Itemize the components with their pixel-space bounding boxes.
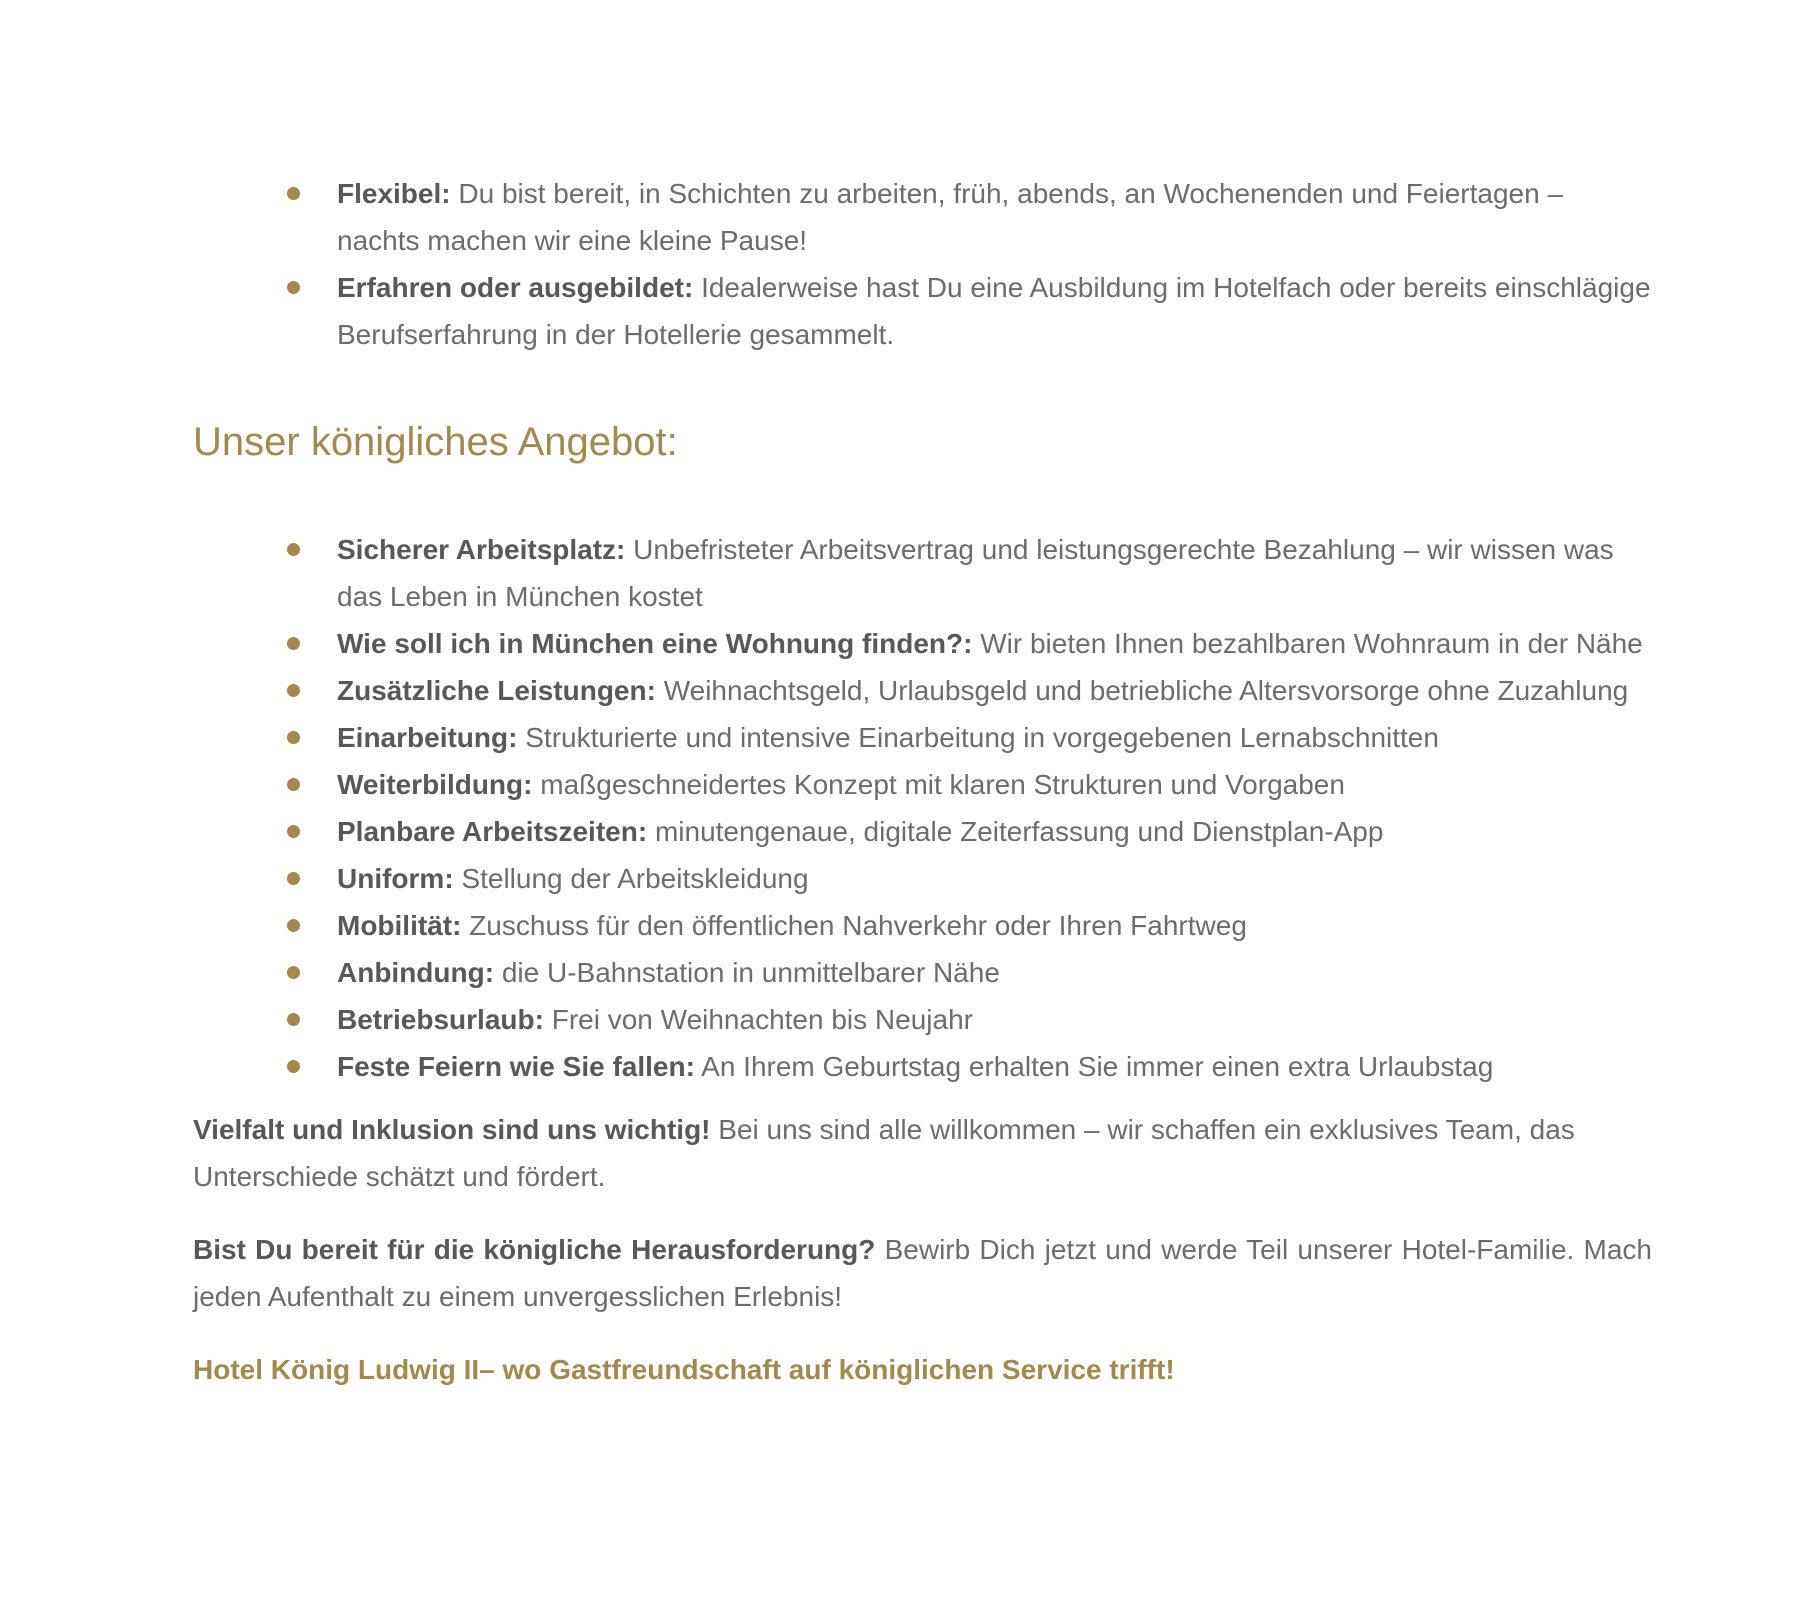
list-item-lead: Mobilität: [337,910,462,941]
list-item [337,620,1652,667]
paragraph-text: Bei uns sind alle willkommen – wir schaffen ein exklusives Team, das Unterschiede schätzt und fördert. [193,1114,1575,1192]
list-item [337,855,1652,902]
list-item-lead: Weiterbildung: [337,769,533,800]
list-item-lead: Erfahren oder ausgebildet: [337,272,694,303]
list-item-text: Frei von Weihnachten bis Neujahr [551,1004,973,1035]
list-item-text: maßgeschneidertes Konzept mit klaren Strukturen und Vorgaben [540,769,1345,800]
requirements-list [193,0,1652,358]
list-item-text: minutengenaue, digitale Zeiterfassung und Dienstplan-App [654,816,1384,847]
paragraph-lead: Bist Du bereit für die königliche Herausforderung? [193,1234,876,1265]
list-item-lead: Wie soll ich in München eine Wohnung finden?: [337,628,973,659]
list-item-text: Stellung der Arbeitskleidung [461,863,809,894]
list-item-lead: Sicherer Arbeitsplatz: [337,534,626,565]
list-item-text: Strukturierte und intensive Einarbeitung in vorgegebenen Lernabschnitten [525,722,1439,753]
paragraph-text: Bewirb Dich jetzt und werde Teil unserer Hotel-Familie. Mach jeden Aufenthalt zu einem unvergesslichen Erlebnis! [193,1234,1652,1312]
list-item [337,1043,1652,1090]
list-item-text: Weihnachtsgeld, Urlaubsgeld und betriebliche Altersvorsorge ohne Zuzahlung [663,675,1629,706]
list-item [337,902,1652,949]
list-item-text: Zuschuss für den öffentlichen Nahverkehr oder Ihren Fahrtweg [469,910,1247,941]
list-item [337,170,1652,264]
list-item [337,996,1652,1043]
list-item-lead: Flexibel: [337,178,451,209]
call-to-action-paragraph [193,1226,1652,1320]
list-item-lead: Betriebsurlaub: [337,1004,544,1035]
list-item [337,761,1652,808]
list-item-lead: Einarbeitung: [337,722,518,753]
list-item-text: Idealerweise hast Du eine Ausbildung im Hotelfach oder bereits einschlägige Berufserfahrung in der Hotellerie gesammelt. [337,272,1651,350]
list-item-lead: Zusätzliche Leistungen: [337,675,656,706]
diversity-paragraph [193,1106,1652,1200]
list-item-text: An Ihrem Geburtstag erhalten Sie immer einen extra Urlaubstag [701,1051,1494,1082]
list-item-lead: Uniform: [337,863,454,894]
offer-list [193,526,1652,1090]
list-item [337,949,1652,996]
list-item-text: Unbefristeter Arbeitsvertrag und leistungsgerechte Bezahlung – wir wissen was das Leben in München kostet [337,534,1614,612]
section-heading: Unser königliches Angebot: [193,420,678,464]
list-item [337,264,1652,358]
list-item-text: die U-Bahnstation in unmittelbarer Nähe [501,957,1000,988]
list-item-text: Du bist bereit, in Schichten zu arbeiten, früh, abends, an Wochenenden und Feiertagen – nachts machen wir eine kleine Pause! [337,178,1564,256]
list-item [337,714,1652,761]
closing-tagline: Hotel König Ludwig II– wo Gastfreundschaft auf königlichen Service trifft! [193,1354,1175,1385]
paragraph-lead: Vielfalt und Inklusion sind uns wichtig! [193,1114,711,1145]
list-item [337,808,1652,855]
list-item [337,526,1652,620]
list-item [337,667,1652,714]
list-item-text: Wir bieten Ihnen bezahlbaren Wohnraum in der Nähe [980,628,1643,659]
list-item-lead: Feste Feiern wie Sie fallen: [337,1051,695,1082]
document-content [193,0,1652,1393]
list-item-lead: Anbindung: [337,957,495,988]
list-item-lead: Planbare Arbeitszeiten: [337,816,648,847]
